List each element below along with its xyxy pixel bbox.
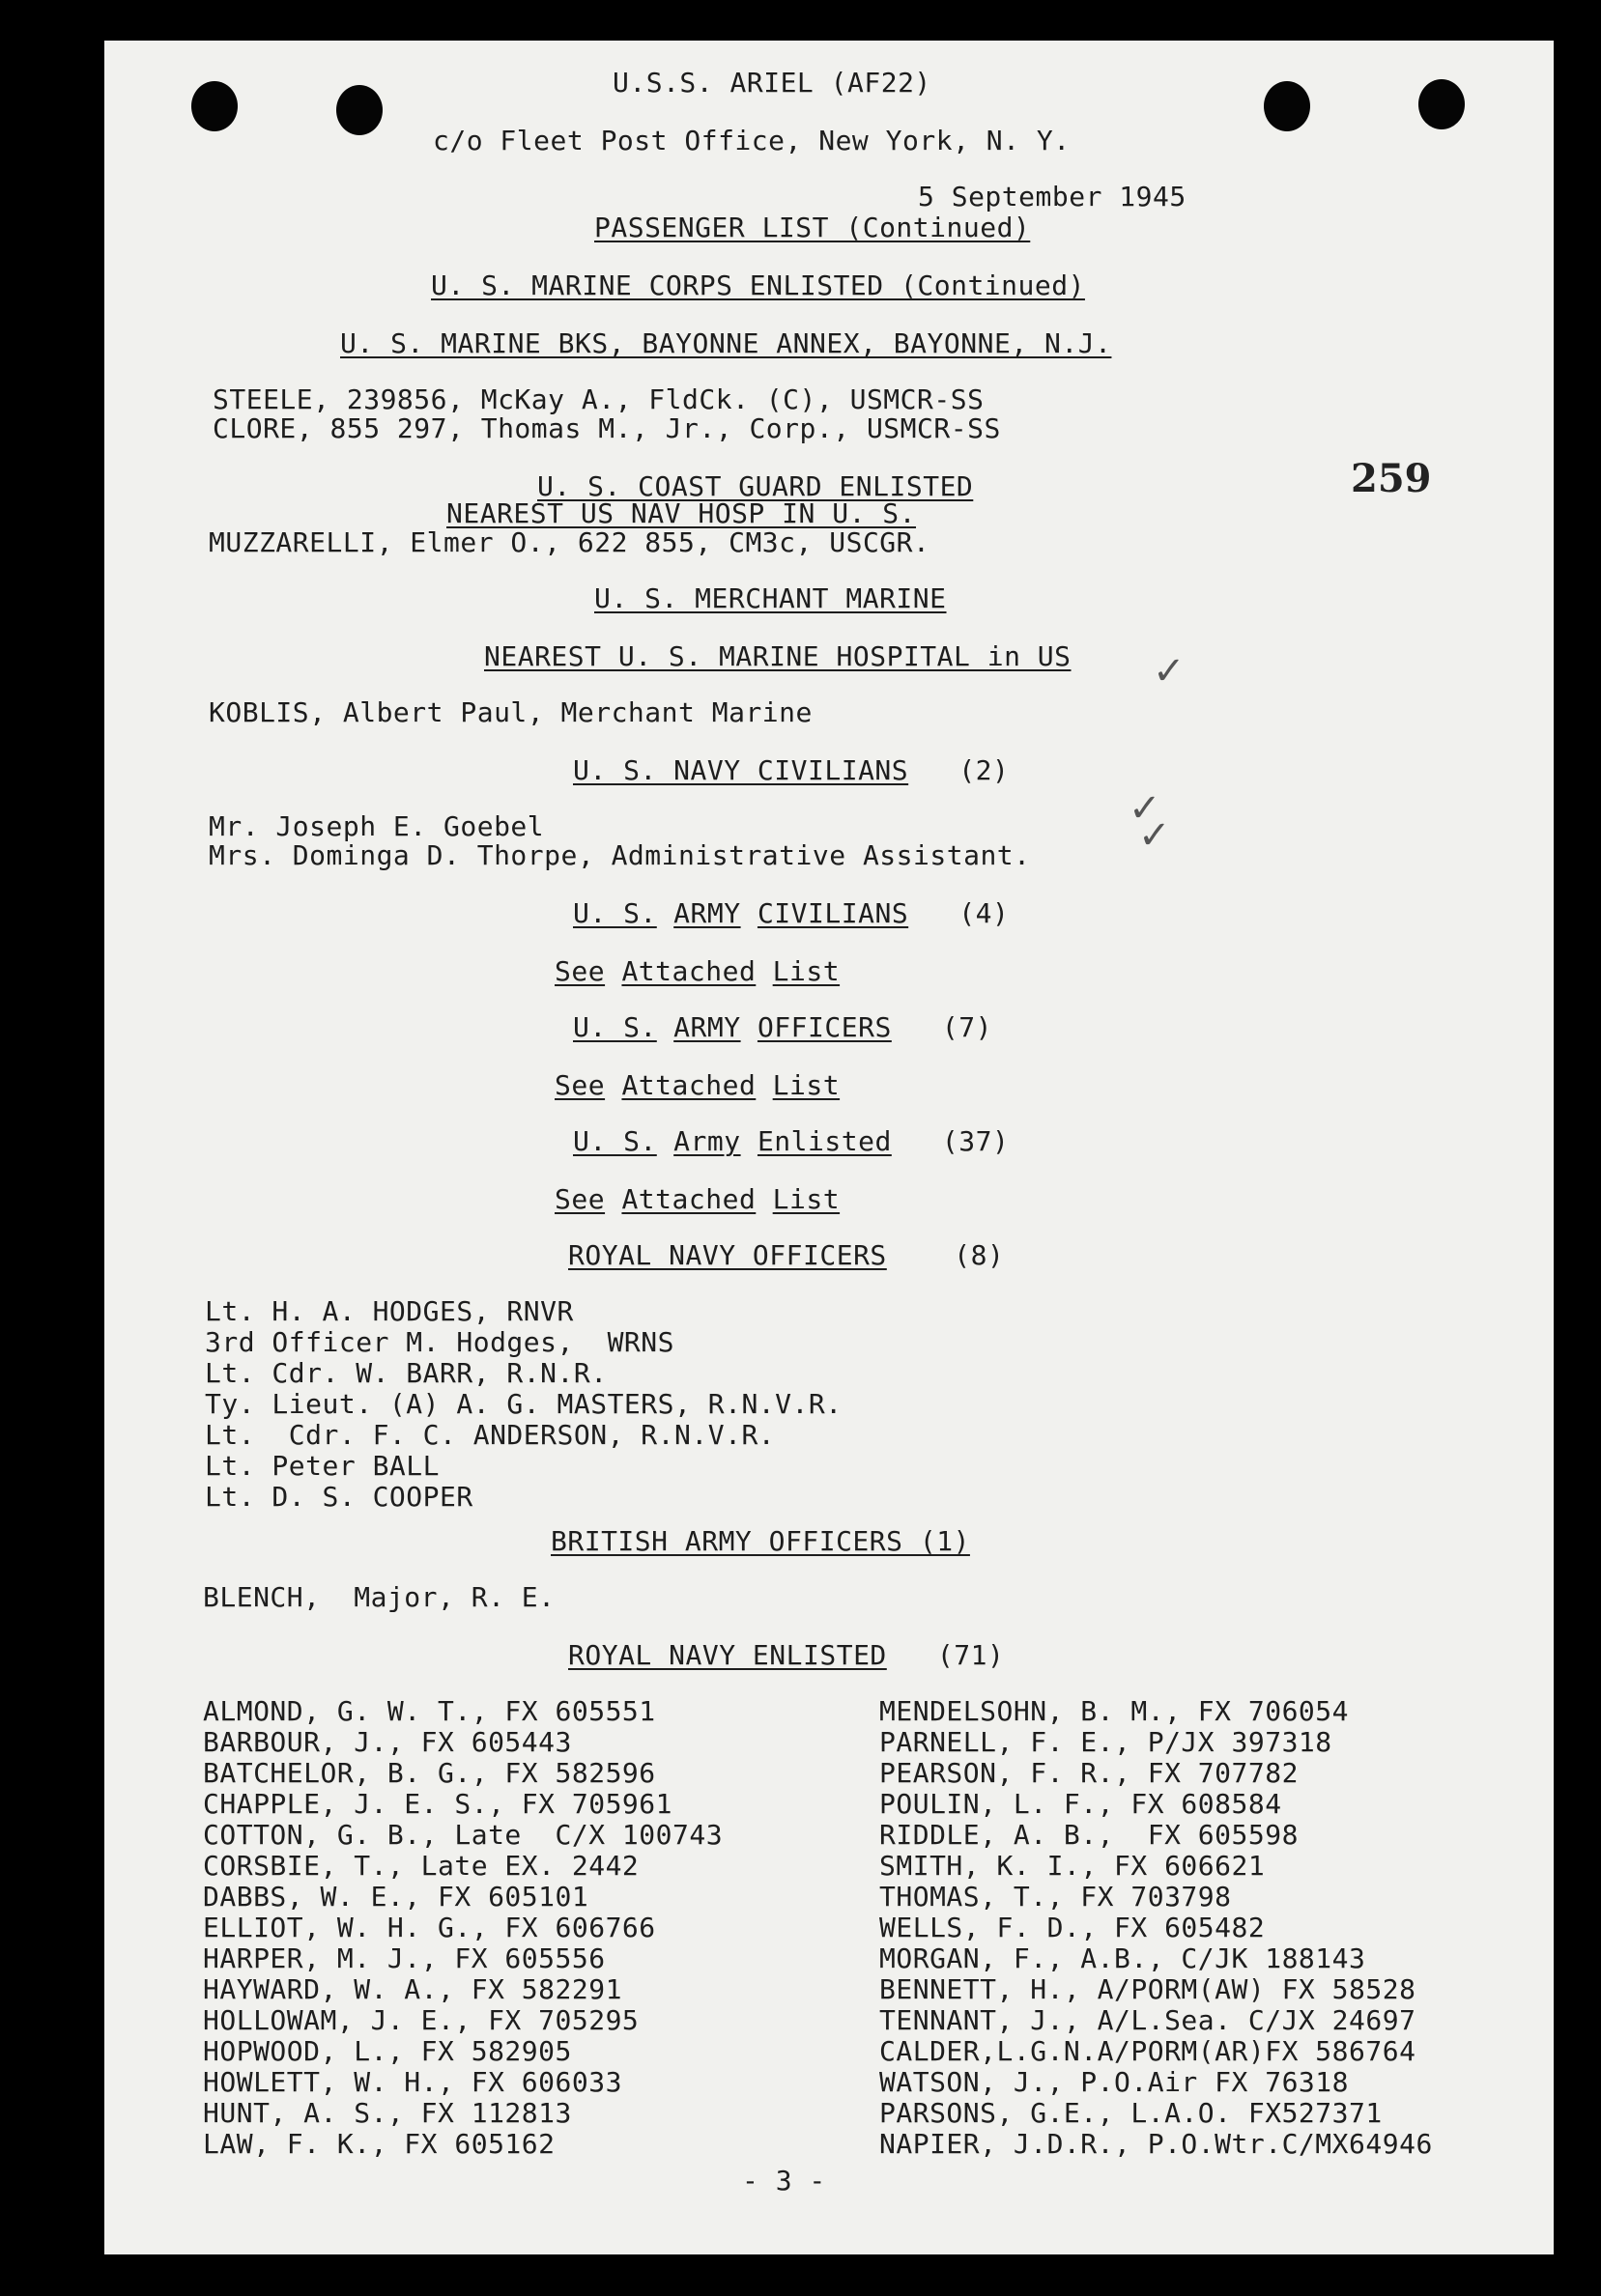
- section-subheading: NEAREST US NAV HOSP IN U. S.: [446, 497, 917, 529]
- page-stamp: 259: [1351, 456, 1432, 501]
- entry: 3rd Officer M. Hodges, WRNS: [205, 1326, 675, 1358]
- entry: RIDDLE, A. B., FX 605598: [879, 1819, 1299, 1851]
- entry: Ty. Lieut. (A) A. G. MASTERS, R.N.V.R.: [205, 1388, 843, 1420]
- section-title-part: OFFICERS: [757, 1011, 892, 1043]
- document-page: [104, 41, 1554, 2254]
- entry: TENNANT, J., A/L.Sea. C/JX 24697: [879, 2004, 1416, 2036]
- section-heading: U. S. MARINE CORPS ENLISTED (Continued): [431, 269, 1085, 301]
- royal-navy-enlisted-left-column: [203, 1696, 723, 2160]
- word: See: [555, 1069, 606, 1101]
- section-heading: U. S. MARINE BKS, BAYONNE ANNEX, BAYONNE, N.J.: [340, 327, 1112, 359]
- entry: BARBOUR, J., FX 605443: [203, 1726, 572, 1758]
- entry: CALDER,L.G.N.A/PORM(AR)FX 586764: [879, 2035, 1416, 2067]
- entry: SMITH, K. I., FX 606621: [879, 1850, 1266, 1882]
- section-title: ROYAL NAVY ENLISTED: [568, 1639, 887, 1671]
- entry: CLORE, 855 297, Thomas M., Jr., Corp., USMCR-SS: [213, 412, 1001, 444]
- count: (4): [958, 897, 1010, 929]
- entry: ELLIOT, W. H. G., FX 606766: [203, 1912, 656, 1943]
- entry: HUNT, A. S., FX 112813: [203, 2097, 572, 2129]
- list-title: PASSENGER LIST (Continued): [594, 212, 1031, 243]
- entry: PARNELL, F. E., P/JX 397318: [879, 1726, 1332, 1758]
- entry: BENNETT, H., A/PORM(AW) FX 58528: [879, 1973, 1416, 2005]
- section-title-part: U. S.: [573, 1125, 657, 1157]
- word: See: [555, 1183, 606, 1215]
- entry: DABBS, W. E., FX 605101: [203, 1881, 589, 1913]
- entry: MENDELSOHN, B. M., FX 706054: [879, 1695, 1350, 1727]
- date: 5 September 1945: [918, 181, 1186, 213]
- entry: ALMOND, G. W. T., FX 605551: [203, 1695, 656, 1727]
- see-attached-list: [555, 956, 840, 987]
- punch-hole: [1418, 79, 1465, 129]
- section-title-part: ARMY: [673, 1011, 741, 1043]
- entry: PARSONS, G.E., L.A.O. FX527371: [879, 2097, 1383, 2129]
- see-attached-list: [555, 1070, 840, 1101]
- section-title: U. S. NAVY CIVILIANS: [573, 754, 909, 786]
- check-mark-icon: ✓: [1153, 649, 1186, 694]
- section-title-part: U. S.: [573, 897, 657, 929]
- section-heading: [573, 1012, 992, 1043]
- entry: HOPWOOD, L., FX 582905: [203, 2035, 572, 2067]
- entry: CORSBIE, T., Late EX. 2442: [203, 1850, 640, 1882]
- entry: HOWLETT, W. H., FX 606033: [203, 2066, 622, 2098]
- entry: Lt. Cdr. F. C. ANDERSON, R.N.V.R.: [205, 1419, 776, 1451]
- count: (2): [958, 754, 1010, 786]
- count: (37): [941, 1125, 1010, 1157]
- punch-hole: [336, 85, 383, 135]
- entry: MORGAN, F., A.B., C/JK 188143: [879, 1942, 1366, 1974]
- section-title-part: U. S.: [573, 1011, 657, 1043]
- address: c/o Fleet Post Office, New York, N. Y.: [433, 125, 1071, 156]
- word: See: [555, 955, 606, 987]
- entry: CHAPPLE, J. E. S., FX 705961: [203, 1788, 673, 1820]
- check-mark-icon: ✓: [1138, 813, 1171, 858]
- section-title-part: Enlisted: [757, 1125, 892, 1157]
- count: (7): [941, 1011, 992, 1043]
- word: List: [772, 1183, 841, 1215]
- section-heading: [573, 1126, 1009, 1157]
- entry: BATCHELOR, B. G., FX 582596: [203, 1757, 656, 1789]
- entry: STEELE, 239856, McKay A., FldCk. (C), USMCR-SS: [213, 383, 985, 415]
- entry: KOBLIS, Albert Paul, Merchant Marine: [209, 696, 813, 728]
- section-title: ROYAL NAVY OFFICERS: [568, 1239, 887, 1271]
- entry: HAYWARD, W. A., FX 582291: [203, 1973, 622, 2005]
- entry: POULIN, L. F., FX 608584: [879, 1788, 1282, 1820]
- entry: Mr. Joseph E. Goebel: [209, 810, 545, 842]
- section-title-part: CIVILIANS: [757, 897, 909, 929]
- royal-navy-officers-list: [205, 1296, 843, 1513]
- entry: Lt. D. S. COOPER: [205, 1481, 473, 1513]
- page-number: - 3 -: [742, 2165, 826, 2197]
- royal-navy-enlisted-right-column: [879, 1696, 1433, 2160]
- entry: HOLLOWAM, J. E., FX 705295: [203, 2004, 640, 2036]
- count: (71): [936, 1639, 1005, 1671]
- entry: Mrs. Dominga D. Thorpe, Administrative Assistant.: [209, 839, 1031, 871]
- entry: PEARSON, F. R., FX 707782: [879, 1757, 1299, 1789]
- section-heading: [568, 1240, 1004, 1271]
- word: List: [772, 955, 841, 987]
- section-heading: [573, 898, 1009, 929]
- entry: MUZZARELLI, Elmer O., 622 855, CM3c, USCGR.: [209, 526, 930, 558]
- punch-hole: [191, 81, 238, 131]
- entry: Lt. H. A. HODGES, RNVR: [205, 1295, 574, 1327]
- section-title-part: Army: [673, 1125, 741, 1157]
- word: Attached: [621, 1183, 757, 1215]
- entry: LAW, F. K., FX 605162: [203, 2128, 556, 2160]
- check-mark-icon: ✓: [1129, 786, 1161, 831]
- entry: Lt. Peter BALL: [205, 1450, 441, 1482]
- ship-name: U.S.S. ARIEL (AF22): [613, 67, 931, 99]
- section-subheading: NEAREST U. S. MARINE HOSPITAL in US: [484, 640, 1072, 672]
- section-heading: U. S. MERCHANT MARINE: [594, 582, 947, 614]
- entry: COTTON, G. B., Late C/X 100743: [203, 1819, 724, 1851]
- entry: HARPER, M. J., FX 605556: [203, 1942, 606, 1974]
- word: List: [772, 1069, 841, 1101]
- section-heading: [573, 755, 1009, 786]
- entry: BLENCH, Major, R. E.: [203, 1581, 556, 1613]
- word: Attached: [621, 955, 757, 987]
- see-attached-list: [555, 1184, 840, 1215]
- word: Attached: [621, 1069, 757, 1101]
- section-title-part: ARMY: [673, 897, 741, 929]
- count: (8): [954, 1239, 1005, 1271]
- entry: Lt. Cdr. W. BARR, R.N.R.: [205, 1357, 608, 1389]
- punch-hole: [1264, 81, 1310, 131]
- entry: THOMAS, T., FX 703798: [879, 1881, 1232, 1913]
- section-heading: BRITISH ARMY OFFICERS (1): [551, 1525, 970, 1557]
- entry: NAPIER, J.D.R., P.O.Wtr.C/MX64946: [879, 2128, 1433, 2160]
- entry: WELLS, F. D., FX 605482: [879, 1912, 1266, 1943]
- entry: WATSON, J., P.O.Air FX 76318: [879, 2066, 1350, 2098]
- section-heading: [568, 1640, 1004, 1671]
- section-heading: U. S. COAST GUARD ENLISTED: [537, 470, 974, 502]
